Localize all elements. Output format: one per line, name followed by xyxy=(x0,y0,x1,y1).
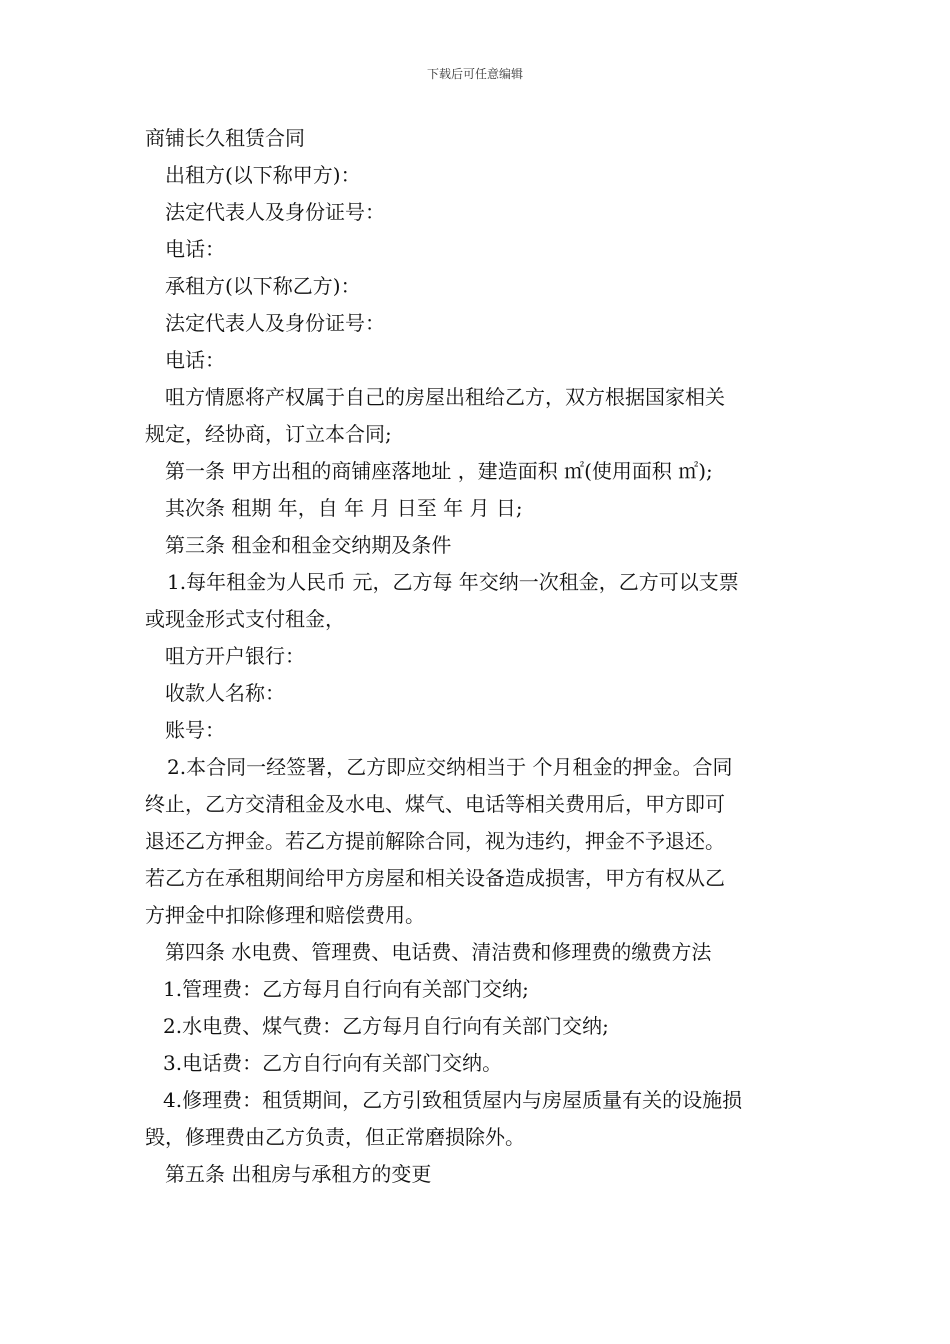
document-title: 商铺长久租赁合同 xyxy=(145,126,305,150)
text-line: 1.管理费：乙方每月自行向有关部门交纳; xyxy=(163,977,529,1001)
text-line: 第五条 出租房与承租方的变更 xyxy=(165,1162,432,1186)
text-line: 第一条 甲方出租的商铺座落地址 ，建造面积 ㎡(使用面积 ㎡); xyxy=(165,459,713,483)
text-line: 咀方开户银行： xyxy=(165,644,305,668)
text-line: 2.水电费、煤气费：乙方每月自行向有关部门交纳; xyxy=(163,1014,609,1038)
text-line: 承租方(以下称乙方)： xyxy=(165,274,361,298)
text-line: 方押金中扣除修理和赔偿费用。 xyxy=(145,903,425,927)
text-line: 3.电话费：乙方自行向有关部门交纳。 xyxy=(163,1051,503,1075)
text-line: 出租方(以下称甲方)： xyxy=(165,163,361,187)
text-line: 规定，经协商，订立本合同; xyxy=(145,422,392,446)
text-line: 收款人名称： xyxy=(165,681,285,705)
text-line: 退还乙方押金。若乙方提前解除合同，视为违约，押金不予退还。 xyxy=(145,829,725,853)
text-line: 法定代表人及身份证号： xyxy=(165,311,385,335)
text-line: 终止，乙方交清租金及水电、煤气、电话等相关费用后，甲方即可 xyxy=(145,792,725,816)
text-line: 咀方情愿将产权属于自己的房屋出租给乙方，双方根据国家相关 xyxy=(165,385,725,409)
text-line: 电话： xyxy=(165,348,225,372)
text-line: 或现金形式支付租金， xyxy=(145,607,345,631)
text-line: 1.每年租金为人民币 元，乙方每 年交纳一次租金，乙方可以支票 xyxy=(167,570,739,594)
text-line: 2.本合同一经签署，乙方即应交纳相当于 个月租金的押金。合同 xyxy=(167,755,733,779)
text-line: 若乙方在承租期间给甲方房屋和相关设备造成损害，甲方有权从乙 xyxy=(145,866,725,890)
text-line: 第四条 水电费、管理费、电话费、清洁费和修理费的缴费方法 xyxy=(165,940,712,964)
text-line: 4.修理费：租赁期间，乙方引致租赁屋内与房屋质量有关的设施损 xyxy=(163,1088,743,1112)
document-body xyxy=(145,120,810,1193)
text-line: 账号： xyxy=(165,718,225,742)
text-line: 第三条 租金和租金交纳期及条件 xyxy=(165,533,452,557)
text-line: 毁，修理费由乙方负责，但正常磨损除外。 xyxy=(145,1125,525,1149)
text-line: 电话： xyxy=(165,237,225,261)
text-line: 法定代表人及身份证号： xyxy=(165,200,385,224)
text-line: 其次条 租期 年，自 年 月 日至 年 月 日; xyxy=(165,496,523,520)
page-header: 下载后可任意编辑 xyxy=(426,67,523,81)
